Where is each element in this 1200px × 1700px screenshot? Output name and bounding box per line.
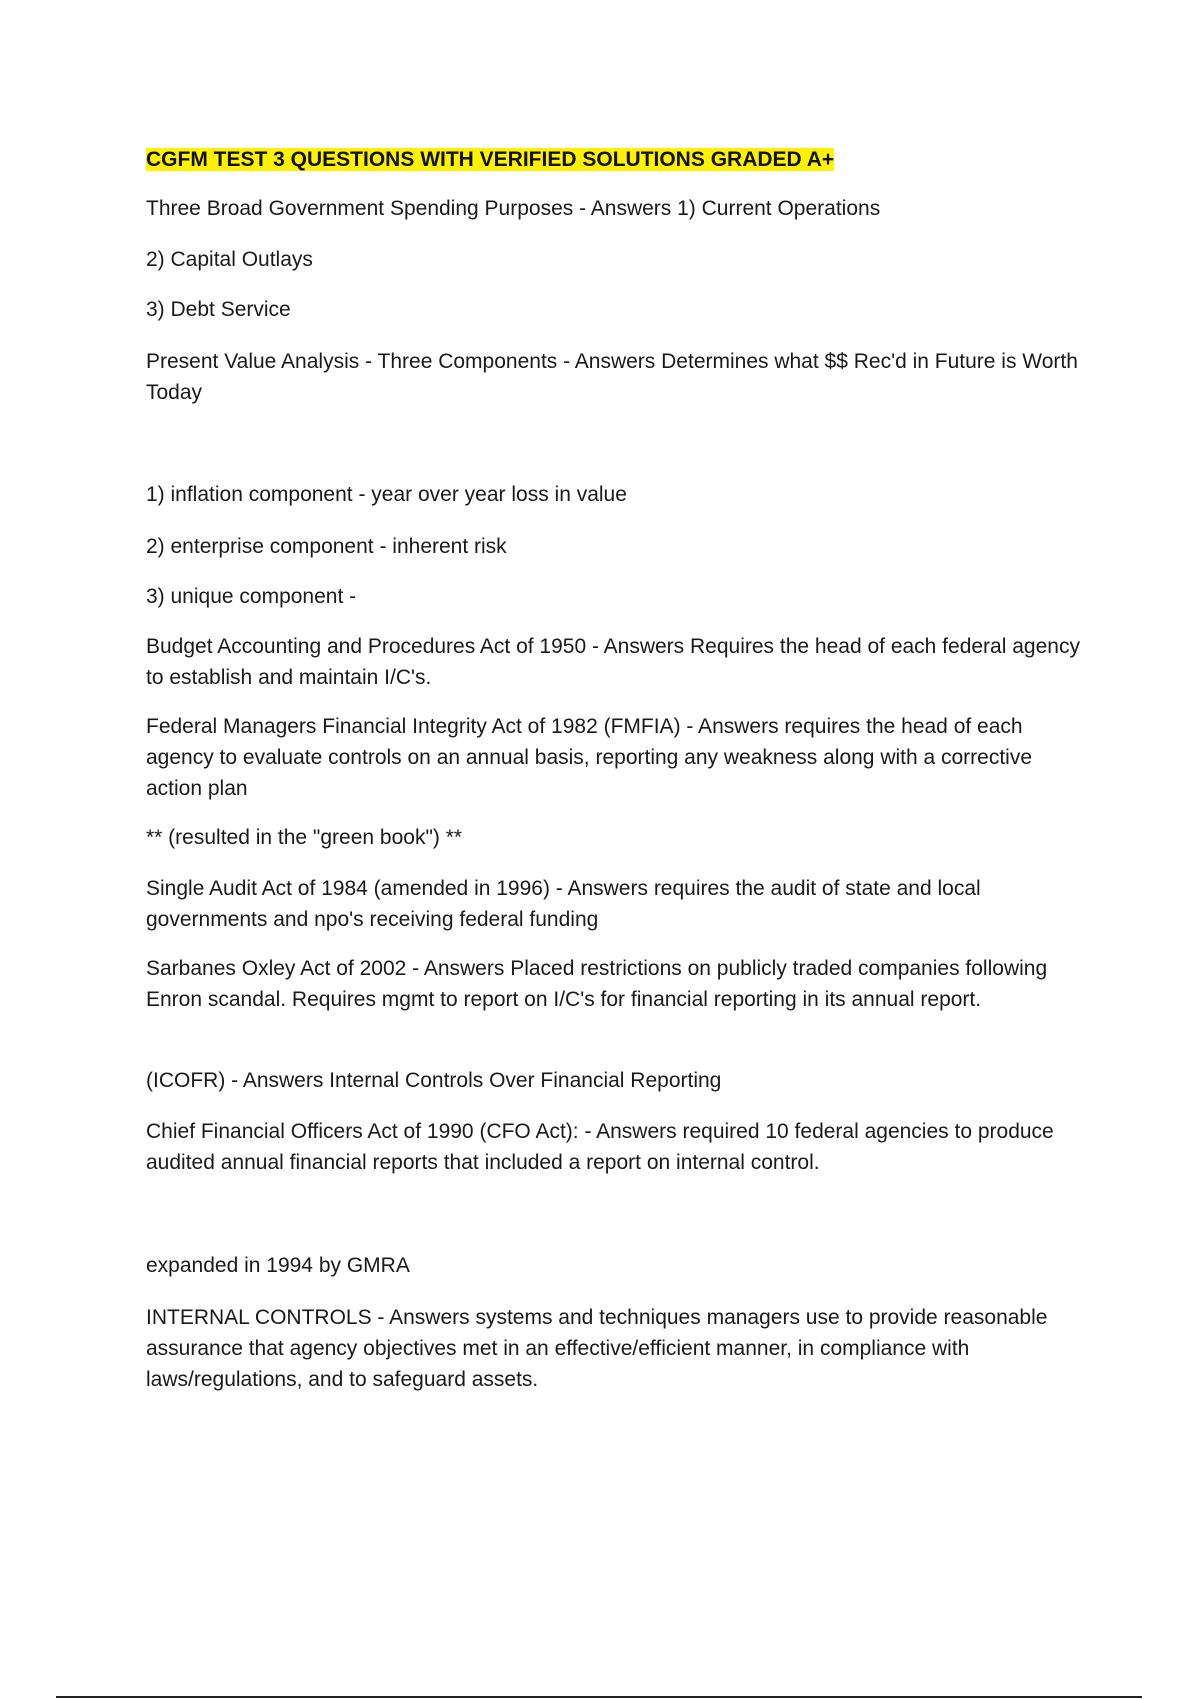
- paragraph-sarbanes-oxley: Sarbanes Oxley Act of 2002 - Answers Placed restrictions on publicly traded companies following Enron scandal. Requires mgmt to report on I/C's for financial reporting in its annual report.: [146, 957, 1048, 1011]
- paragraph-single-audit-act: Single Audit Act of 1984 (amended in 1996) - Answers requires the audit of state and local governments and npo's receiving federal funding: [146, 877, 981, 931]
- paragraph-inflation-component: 1) inflation component - year over year loss in value: [146, 483, 627, 506]
- paragraph-debt-service: 3) Debt Service: [146, 298, 291, 321]
- paragraph-green-book: ** (resulted in the "green book") **: [146, 826, 463, 849]
- paragraph-icofr: (ICOFR) - Answers Internal Controls Over Financial Reporting: [146, 1069, 722, 1092]
- paragraph-present-value: Present Value Analysis - Three Components - Answers Determines what $$ Rec'd in Future is Worth Today: [146, 350, 1078, 404]
- paragraph-enterprise-component: 2) enterprise component - inherent risk: [146, 535, 507, 558]
- paragraph-fmfia: Federal Managers Financial Integrity Act of 1982 (FMFIA) - Answers requires the head of each agency to evaluate controls on an annual basis, reporting any weakness along with a corrective action plan: [146, 715, 1033, 800]
- paragraph-internal-controls: INTERNAL CONTROLS - Answers systems and techniques managers use to provide reasonable assurance that agency objectives met in an effective/efficient manner, in compliance with laws/regulations, and to safeguard assets.: [146, 1306, 1048, 1391]
- paragraph-cfo-act: Chief Financial Officers Act of 1990 (CFO Act): - Answers required 10 federal agencies to produce audited annual financial reports that included a report on internal control.: [146, 1120, 1054, 1174]
- paragraph-spending-purposes: Three Broad Government Spending Purposes - Answers 1) Current Operations: [146, 197, 881, 220]
- paragraph-unique-component: 3) unique component -: [146, 585, 357, 608]
- paragraph-capital-outlays: 2) Capital Outlays: [146, 248, 313, 271]
- document-title: CGFM TEST 3 QUESTIONS WITH VERIFIED SOLUTIONS GRADED A+: [146, 148, 835, 171]
- paragraph-budget-act: Budget Accounting and Procedures Act of 1950 - Answers Requires the head of each federal agency to establish and maintain I/C's.: [146, 635, 1080, 689]
- document-title-line: [146, 144, 1086, 175]
- paragraph-gmra: expanded in 1994 by GMRA: [146, 1254, 410, 1277]
- footer-divider: [56, 1696, 1142, 1698]
